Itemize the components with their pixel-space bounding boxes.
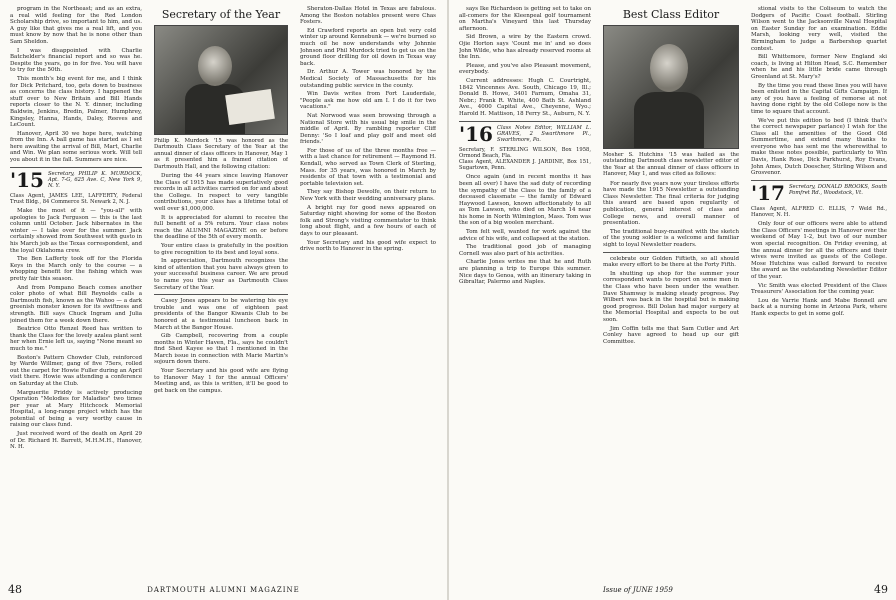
paragraph: Gib Campbell, recovering from a couple months in Winter Haven, Fla., says he couldn't find Shed Kayee so that I mentioned in the March issue in connection with Marie Martin's sojourn down there.: [154, 333, 288, 366]
paragraph: Only four of our officers were able to attend the Class Officers' meetings in Hanover over the weekend of May 1-2, but two of our number won special recognition. On Friday evening, at the annual dinner for all the officers and their wives were invited as guests of the College. Mose Hutchins was called forward to receive the award as the outstanding Newsletter Editor of the year.: [751, 221, 887, 280]
paragraph: And from Pompano Beach comes another color photo of what Bill Reynolds calls a Dartmouth fish, known as the Wahoo — a dark greenish monster known for its swiftness and strength. Bill says Chuck Ingram and Julia joined them for a week down there.: [10, 284, 142, 324]
paragraph: program in the Northeast; and as an extra, a real wild feeling for the Red London Scholarship drive, so important to him, and us. A guy like that gives me a real lift, and you must know by now that he is none other than Sam Sheldon.: [10, 6, 142, 45]
paragraph: Once again (and in recent months it has been all over) I have the sad duty of recording the sympathy of the Class to the family of a deceased classmate — the family of Edward Haywood Lawson, known affectionately to all as Tom Lawson, who died on March 14 near his home in North Wilmington, Mass. Tom was the son of a big woolen merchant.: [459, 174, 591, 227]
paragraph: The Ben Lafferty took off for the Florida Keys in the March only to the course — a whopping benefit for the fishing which was pretty fair this season.: [10, 256, 142, 282]
paragraph: The traditional good job of managing Cornell was also part of his activities.: [459, 244, 591, 257]
paragraph: We've put this edition to bed (I think that's the correct newspaper parlance) I wish for the Class all the amenities of the Good Old Summertime, and extend many thanks to everyone who has sent me the wherewithal to make these notes possible, particularly to Win Davis, Hank Rose, Dick Parkhurst, Roy Evans, John Ames, Dutch Doescher, Stirling Wilson and Grosvenor.: [751, 117, 887, 177]
paragraph: Your Secretary and his good wife expect to drive north to Hanover in the spring.: [300, 239, 436, 253]
class-announcement-17: [751, 180, 887, 205]
paragraph: Beatrice Otto Renzel Reed has written to thank the Class for the lovely azalea plant sent her when Ernie left us, saying "None meant so much to me.": [10, 326, 142, 352]
paragraph: Sheraton-Dallas Hotel in Texas are fabulous. Among the Boston notables present were Chas Fosters.: [300, 6, 436, 26]
paragraph: Please, and you've also Pleasant movement, everybody.: [459, 62, 591, 76]
paragraph: A bright ray for good news appeared on Saturday night showing for some of the Boston folk and Strong's visiting commentator to think long about flight, and a few hours of each of days to our pleasant.: [300, 204, 436, 237]
paragraph: Sid Brown, a wire by the Eastern crowd. Ojie Horton says 'Count me in' and so does John Wilde, who has already reserved rooms at the Inn.: [459, 34, 591, 61]
photo-class-editor: [603, 25, 739, 149]
caption-secretary: Philip K. Murdock '15 was honored as the Dartmouth Class Secretary of the Year at the annual dinner of class officers in Hanover, May 1 as it presented him a framed citation of Dartmouth Hall, and the following citation:: [154, 138, 288, 170]
paragraph: Charlie Jones writes me that he and Ruth are planning a trip to Europe this summer. Nice days to Genoa, with an itinerary taking in Gibraltar, Palermo and Naples.: [459, 259, 591, 286]
photo-secretary: [154, 25, 288, 135]
class-agent: Class Agent, ALFRED C. ELLIS, 7 Weld Rd., Hanover, N. H.: [751, 205, 887, 219]
paragraph: Dr. Arthur A. Tower was honored by the Medical Society of Massachusetts for his outstanding public service in the county.: [300, 69, 436, 89]
caption-class-editor: Mosher S. Hutchins '15 was hailed as the outstanding Dartmouth class newsletter editor of the Year at the annual dinner of class officers in Hanover, May 1, and was cited as follows:: [603, 152, 739, 178]
paragraph: Marguerite Priddy is actively producing Operation "Melodies for Maladies" two times per year at Mary Hitchcock Memorial Hospital, a long-range project which has the potential of being a very worthy cause in raising our class fund.: [10, 389, 142, 429]
class-agent: Class Agent, JAMES LEE, LAFFERTY, Federal Trust Bldg., 84 Commerce St. Newark 2, N. J.: [10, 192, 142, 205]
headline-best-class-editor: Best Class Editor: [622, 8, 720, 21]
paragraph: Current addresses: Hugh C. Courtright, 1842 Vincennes Ave. South, Chicago 19, Ill.; Donald B. Howe, 3401 Farnum, Omaha 31, Nebr.; Frank R. White, 400 Bath St. Ashland Ave., 4000 Capital Ave., Cheyenne, Wyo.; Harold H. Mattison, 18 Ferry St., Auburn, N. Y.: [459, 77, 591, 117]
paragraph: By the time you read these lines you will have been enlisted in the Capital Gifts Campaign. If any of you have a feeling of remorse at not having done right by the old College now is the time to square that account.: [751, 82, 887, 115]
left-column-1: [10, 6, 142, 566]
paragraph: Hanover, April 30 we hope here, watching from the Inn. A ball game has started as I set here awaiting the arrival of Bill, Mart, Charlie and Win. We plan some serious work. Will tell you about it in the fall. Summers are nice.: [10, 130, 142, 164]
paragraph: This month's big event for me, and I think for Dick Pritchard, too, gets down to business as concerns the class history. I happened the stuff over to New Britain and Bill Hands reports closer to the N. Y. dinner, including Baldwin, Jenkins, Bredin, Palmer, Humphrey, Kingsley, Hanna, Hands, Daley, Reeves and LeCount.: [10, 75, 142, 129]
paragraph: Make the most of it — "you-all" with apologies to Jack Ferguson — this is the last column until October. Jack hibernates in the winter — I take over for the summer. Jack certainly showed from Southwest with gusto in his March job as the Texas correspondent, and the loyal Oklahoma crew.: [10, 208, 142, 254]
class-secretary: Secretary, DONALD BROOKS, South Pomfret Rd., Woodstock, Vt.: [788, 183, 887, 197]
right-column-1: [459, 6, 591, 566]
class-announcement-16: [459, 121, 591, 146]
citation-paragraph: During the 44 years since leaving Hanover the Class of 1915 has made superlatively good records in all activities carried on for and about the College. In respect to very tangible contributions, your class has a lifetime total of well over $1,000,000.: [154, 173, 288, 212]
class-number: '17: [751, 180, 785, 205]
magazine-title: DARTMOUTH ALUMNI MAGAZINE: [147, 586, 300, 594]
class-number: '15: [10, 167, 44, 192]
paragraph: They say Bishop Dewolfe, on their return to New York with their wedding anniversary plans.: [300, 189, 436, 203]
paragraph: Lou de Varrie Hank and Mabe Bonnell are back at a nursing home in Arizona Park, where Hank expects to get in some golf.: [751, 297, 887, 317]
citation-paragraph: In appreciation, Dartmouth recognizes the kind of attention that you have always given to your successful business career. We are proud to name you this year as Dartmouth Class Secretary of the Year.: [154, 258, 288, 291]
paragraph: stional visits to the Coliseum to watch the Dodgers of Pacific Coast football. Stirling Wilson went to the Jacksonville Naval Hospital on Easter Sunday for an examination. Eddie Marsh, looking very well, visited the Birmingham to judge a Barbershop quartet contest.: [751, 6, 887, 52]
paragraph: Win Davis writes from Fort Lauderdale, "People ask me how old am I. I do it for two vacations.": [300, 91, 436, 111]
paragraph: Bill Whittemore, former New England ski coach, is living at Hilton Head, S.C. Remember when he and his little bride came through Greenland at St. Mary's?: [751, 54, 887, 80]
paragraph: In shutting up shop for the summer your correspondent wants to report on some men in the Class who have been under the weather. Dave Shamway is making steady progress. Pay Wilbert was back in the hospital but is making good progress. Bill Dolan had major surgery at the Memorial Hospital and expects to be out soon.: [603, 270, 739, 323]
page-number-right: 49: [874, 583, 888, 596]
citation-paragraph: Your entire class is gratefully in the position to give recognition to its best and loyal sons.: [154, 242, 288, 256]
left-column-2: [154, 6, 288, 566]
paragraph: Just received word of the death on April 29 of Dr. Richard H. Barrett, M.H.M.H., Hanover, N. H.: [10, 431, 142, 451]
paragraph: Casey Jones appears to be watering his eye trouble and was one of eighteen past presidents of the Bangor Kiwanis Club to be honored at a testimonial luncheon back in March at the Bangor House.: [154, 298, 288, 331]
paragraph: Ed Crawford reports an open but very cold winter up around Kennebunk — we're burned so much oil he now understands why Johnnie Johnson and Phil Murdock tried to get us on the ground floor drilling for oil down in Texas way back.: [300, 27, 436, 67]
citation-paragraph: For nearly five years now your tireless efforts have made the 1915 Newsletter a outstanding Class Newsletter. The final criteria for judging this award are based upon regularity of publication, general interest of class and College news, and overall manner of presentation.: [603, 180, 739, 227]
paragraph: Vic Smith was elected President of the Class Treasurers' Association for the coming year.: [751, 282, 887, 296]
paragraph: Jim Coffin tells me that Sam Cutler and Art Conley have agreed to head up our gift Committee.: [603, 325, 739, 345]
paragraph: says Ike Richardson is getting set to take on all-comers for the Kleenpeal golf tournament on Martha's Vineyard this last Thursday afternoon.: [459, 6, 591, 32]
paragraph: I was disappointed with Charlie Batchelder's financial report and so was he. Despite the years, go in for five. You will have to try for the 50th.: [10, 47, 142, 74]
paragraph: celebrate our Golden Fiftieth, so all should make every effort to be there at the Forty Fifth.: [603, 255, 739, 269]
right-column-3: [751, 6, 887, 566]
page-number-left: 48: [8, 583, 22, 596]
right-page: [449, 0, 896, 600]
divider: [154, 294, 288, 295]
headline-secretary-of-year: Secretary of the Year: [161, 8, 281, 21]
right-column-2: [603, 6, 739, 566]
class-secretary: Secretary, PHILIP K. MURDOCK, Apt. 7-G, 625 Ave. C, New York 9, N. Y.: [47, 170, 142, 190]
paragraph: Nat Norwood was seen browsing through a National Store with his usual big smile in the middle of April. By rambling reporter Cliff Denny: 'So I loaf and play golf and meet old friends.': [300, 112, 436, 146]
paragraph: For those of us of the three months free — with a last chance for retirement — Raymond H. Kendall, who served as Town Clerk of Sterling, Mass. for 35 years, was honored in March by residents of that town with a testimonial and portable television set.: [300, 147, 436, 187]
left-page: [0, 0, 447, 600]
class-agent: Class Agent, ALEXANDER J. JARDINE, Box 151, Sugartown, Penn.: [459, 158, 591, 172]
divider: [603, 252, 739, 253]
left-column-3: [300, 6, 436, 566]
class-number: '16: [459, 121, 493, 146]
paragraph: Your Secretary and his good wife are flying to Hanover May 1 for the annual Officers' Meeting and, as this is written, it'll be good to get back on the campus.: [154, 368, 288, 394]
paragraph: Tom felt well, wanted for work against the advice of his wife, and collapsed at the station.: [459, 229, 591, 242]
class-notes-editor: Class Notes Editor, WILLIAM L. GRAVES, 2 Swarthmore Pl., Swarthmore, Pa.: [496, 124, 591, 143]
class-announcement-15: [10, 167, 142, 192]
citation-paragraph: The traditional busy-manifest with the sketch of the young soldier is a welcome and familiar sight to loyal Newsletter readers.: [603, 228, 739, 248]
issue-date: Issue of JUNE 1959: [603, 586, 673, 594]
class-secretary: Secretary, F. STERLING WILSON, Box 1958, Ormond Beach, Fla.: [459, 146, 591, 159]
citation-paragraph: It is appreciated for alumni to receive the full benefit of a 5% return. Your class notes reach the ALUMNI MAGAZINE on or before the deadline of the 5th of every month.: [154, 214, 288, 241]
paragraph: Boston's Pattern Chowder Club, reinforced by Warde Willmer, gang of five 75ers, rolled out the carpet for Howie Fuller during an April visit there. Howie was attending a conference on Saturday at the Club.: [10, 354, 142, 387]
